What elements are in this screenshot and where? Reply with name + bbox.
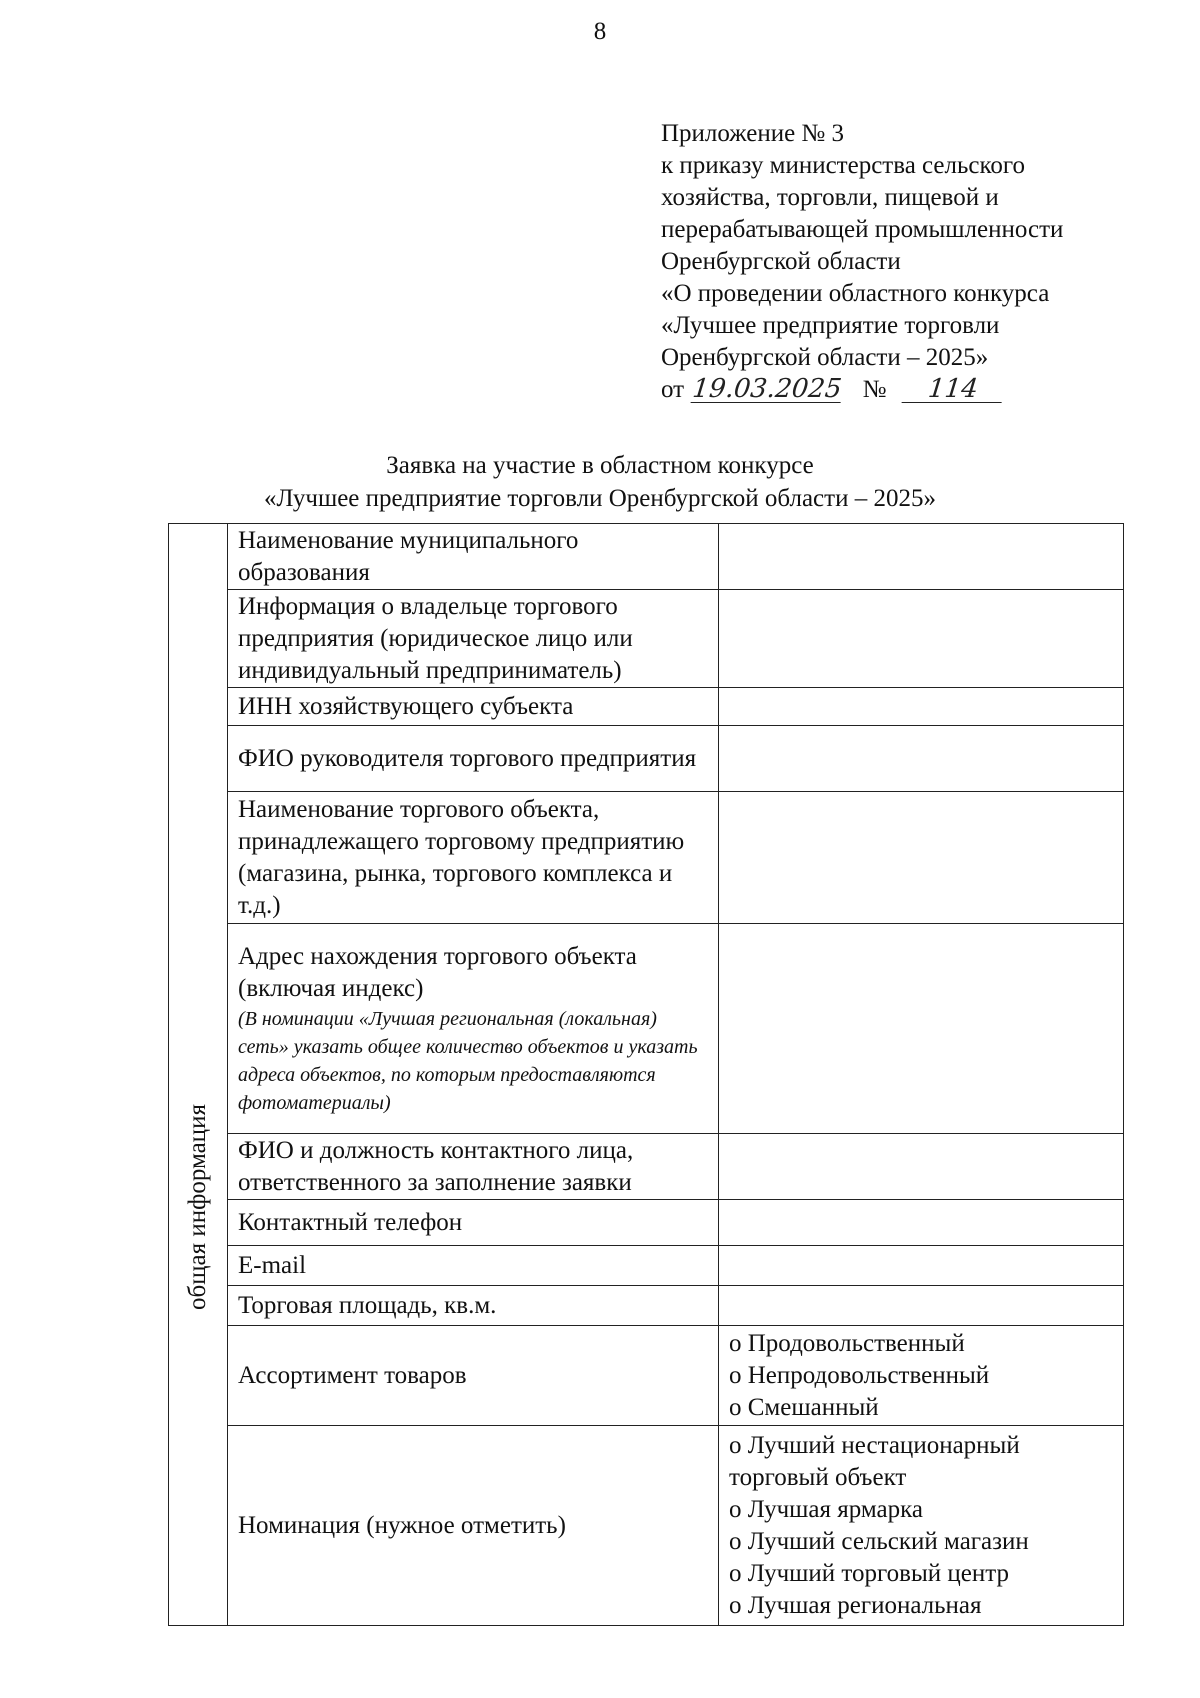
row-note: (В номинации «Лучшая региональная (локальная) сеть» указать общее количество объектов и указать адреса объектов, по которым предоставляются фотоматериалы) bbox=[238, 1007, 698, 1114]
table-row bbox=[169, 524, 1124, 590]
table-row bbox=[169, 1326, 1124, 1426]
appendix-line: к приказу министерства сельского bbox=[661, 152, 1026, 179]
option-item[interactable]: о Непродовольственный bbox=[729, 1361, 990, 1389]
table-row bbox=[169, 1200, 1124, 1246]
row-label: Ассортимент товаров bbox=[228, 1326, 719, 1426]
option-item[interactable]: о Лучшая региональная bbox=[729, 1591, 982, 1619]
table-row bbox=[169, 726, 1124, 792]
nomination-options-cell bbox=[719, 1426, 1124, 1626]
value-field-contact-person[interactable] bbox=[719, 1134, 1124, 1200]
appendix-line: «О проведении областного конкурса bbox=[661, 280, 1050, 307]
option-item[interactable]: о Лучший торговый центр bbox=[729, 1559, 1009, 1587]
appendix-line: хозяйства, торговли, пищевой и bbox=[661, 184, 999, 211]
table-row bbox=[169, 792, 1124, 924]
value-field-email[interactable] bbox=[719, 1246, 1124, 1286]
row-label: Контактный телефон bbox=[228, 1200, 719, 1246]
handwritten-date: 19.03.2025 bbox=[691, 374, 844, 404]
table-row bbox=[169, 590, 1124, 688]
side-label-cell bbox=[169, 524, 228, 1626]
appendix-line: Оренбургской области bbox=[661, 248, 901, 275]
table-row bbox=[169, 1134, 1124, 1200]
row-label: Наименование торгового объекта, принадлежащего торговому предприятию (магазина, рынка, торгового комплекса и т.д.) bbox=[228, 792, 719, 924]
option-item[interactable]: о Продовольственный bbox=[729, 1329, 965, 1357]
row-label-address bbox=[228, 924, 719, 1134]
row-label: ФИО руководителя торгового предприятия bbox=[228, 726, 719, 792]
nomination-options bbox=[729, 1430, 1113, 1622]
option-item[interactable]: о Смешанный bbox=[729, 1393, 879, 1421]
form-title bbox=[0, 449, 1200, 515]
option-item[interactable]: о Лучший нестационарный торговый объект bbox=[729, 1431, 1020, 1491]
page-number: 8 bbox=[593, 18, 607, 45]
handwritten-order-number: 114 bbox=[901, 376, 1004, 403]
form-title-line-2: «Лучшее предприятие торговли Оренбургской области – 2025» bbox=[264, 485, 936, 512]
value-field-inn[interactable] bbox=[719, 688, 1124, 726]
value-field-area[interactable] bbox=[719, 1286, 1124, 1326]
value-field-object-name[interactable] bbox=[719, 792, 1124, 924]
assortment-options bbox=[729, 1328, 1113, 1424]
option-item[interactable]: о Лучшая ярмарка bbox=[729, 1495, 923, 1523]
appendix-line: перерабатывающей промышленности bbox=[661, 216, 1064, 243]
value-field-phone[interactable] bbox=[719, 1200, 1124, 1246]
row-label: Торговая площадь, кв.м. bbox=[228, 1286, 719, 1326]
table-row bbox=[169, 924, 1124, 1134]
row-label: Адрес нахождения торгового объекта (включая индекс) bbox=[238, 942, 637, 1002]
row-label: Информация о владельце торгового предприятия (юридическое лицо или индивидуальный предприниматель) bbox=[228, 590, 719, 688]
value-field-address[interactable] bbox=[719, 924, 1124, 1134]
application-table bbox=[168, 523, 1124, 1626]
appendix-line: Оренбургской области – 2025» bbox=[661, 344, 989, 371]
side-label: общая информация bbox=[184, 1103, 211, 1310]
value-field-owner-info[interactable] bbox=[719, 590, 1124, 688]
table-row bbox=[169, 1286, 1124, 1326]
value-field-manager-name[interactable] bbox=[719, 726, 1124, 792]
appendix-header bbox=[661, 118, 1063, 406]
option-item[interactable]: о Лучший сельский магазин bbox=[729, 1527, 1029, 1555]
number-sign: № bbox=[862, 376, 887, 403]
appendix-line: «Лучшее предприятие торговли bbox=[661, 312, 1000, 339]
value-field-municipality[interactable] bbox=[719, 524, 1124, 590]
form-title-line-1: Заявка на участие в областном конкурсе bbox=[386, 452, 814, 479]
row-label: ИНН хозяйствующего субъекта bbox=[228, 688, 719, 726]
appendix-line: Приложение № 3 bbox=[661, 120, 845, 147]
row-label: E-mail bbox=[228, 1246, 719, 1286]
table-row bbox=[169, 688, 1124, 726]
row-label: Номинация (нужное отметить) bbox=[228, 1426, 719, 1626]
date-prefix: от bbox=[661, 376, 685, 403]
table-row bbox=[169, 1426, 1124, 1626]
table-row bbox=[169, 1246, 1124, 1286]
assortment-options-cell bbox=[719, 1326, 1124, 1426]
row-label: Наименование муниципального образования bbox=[228, 524, 719, 590]
row-label: ФИО и должность контактного лица, ответственного за заполнение заявки bbox=[228, 1134, 719, 1200]
order-date-number-line bbox=[661, 374, 1063, 406]
